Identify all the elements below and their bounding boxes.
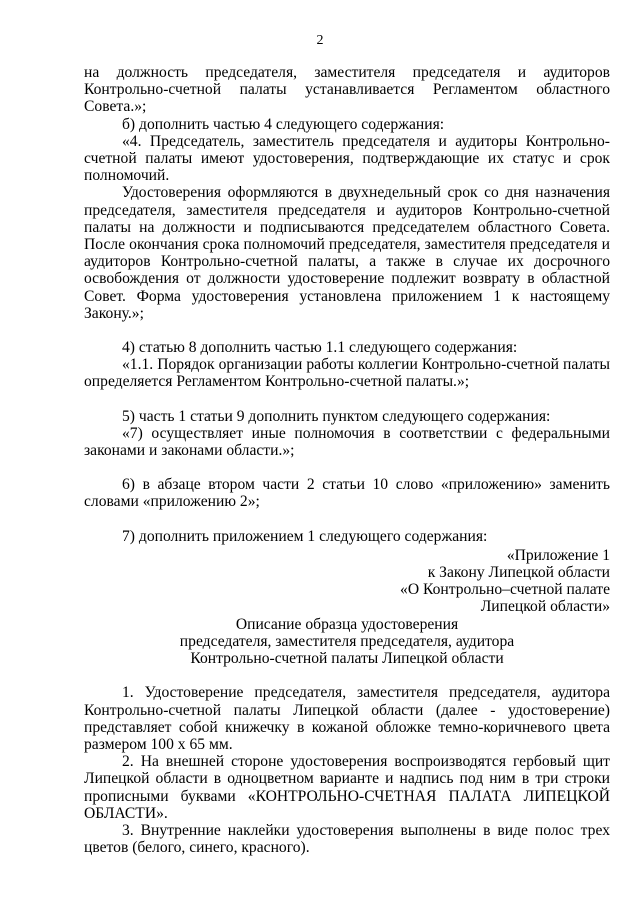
paragraph: на должность председателя, заместителя председателя и аудиторов Контрольно-счетной палаты устанавливается Регламентом областного Совета.»; xyxy=(84,64,610,116)
body-item-1: 1. Удостоверение председателя, заместителя председателя, аудитора Контрольно-счетной палаты Липецкой области (далее - удостоверение) представляет собой книжечку в кожаной обложке темно-коричневого цвета размером 100 х 65 мм. xyxy=(84,684,610,753)
page-number: 2 xyxy=(316,33,324,48)
body-item-2: 2. На внешней стороне удостоверения воспроизводятся гербовый щит Липецкой области в одноцветном варианте и надпись под ним в три строки прописными буквами «КОНТРОЛЬНО-СЧЕТНАЯ ПАЛАТА ЛИПЕЦКОЙ ОБЛАСТИ». xyxy=(84,753,610,822)
appendix-header-line: «Приложение 1 xyxy=(506,546,610,564)
item-6-line-1: 6) в абзаце втором части 2 статьи 10 слово «приложению» заменить словами «приложению 2»; xyxy=(84,476,610,511)
appendix-header-line: Липецкой области» xyxy=(480,598,610,616)
appendix-title xyxy=(84,616,610,668)
paragraph: б) дополнить частью 4 следующего содержания: xyxy=(122,115,445,133)
item-4-line-2: «1.1. Порядок организации работы коллегии Контрольно-счетной палаты определяется Регламентом Контрольно-счетной палаты.»; xyxy=(84,356,610,391)
item-4-line-1: 4) статью 8 дополнить частью 1.1 следующего содержания: xyxy=(122,339,518,357)
paragraph: Удостоверения оформляются в двухнедельный срок со дня назначения председателя, заместителя председателя и аудиторов Контрольно-счетной палаты на должности и подписываются председателем областного Совета. После окончания срока полномочий председателя, заместителя председателя и аудиторов Контрольно-счетной палаты, а также в случае их досрочного освобождения от должности удостоверение подлежит возврату в областной Совет. Форма удостоверения установлена приложением 1 к настоящему Закону.»; xyxy=(84,184,610,322)
appendix-header-line: к Закону Липецкой области xyxy=(427,564,610,582)
item-5-line-1: 5) часть 1 статьи 9 дополнить пунктом следующего содержания: xyxy=(122,407,551,425)
appendix-header xyxy=(84,547,610,616)
body-item-3: 3. Внутренние наклейки удостоверения выполнены в виде полос трех цветов (белого, синего, красного). xyxy=(84,821,610,857)
appendix-title-line: Контрольно-счетной палаты Липецкой области xyxy=(190,650,504,668)
document-body xyxy=(84,64,610,856)
paragraph: «4. Председатель, заместитель председателя и аудиторы Контрольно-счетной палаты имеют удостоверения, подтверждающие их статус и срок полномочий. xyxy=(84,132,610,185)
appendix-header-line: «О Контрольно–счетной палате xyxy=(400,581,610,599)
item-7-line-1: 7) дополнить приложением 1 следующего содержания: xyxy=(122,527,488,545)
appendix-title-line: Описание образца удостоверения xyxy=(235,615,459,633)
appendix-title-line: председателя, заместителя председателя, аудитора xyxy=(179,632,515,650)
item-5-line-2: «7) осуществляет иные полномочия в соответствии с федеральными законами и законами области.»; xyxy=(84,424,610,460)
